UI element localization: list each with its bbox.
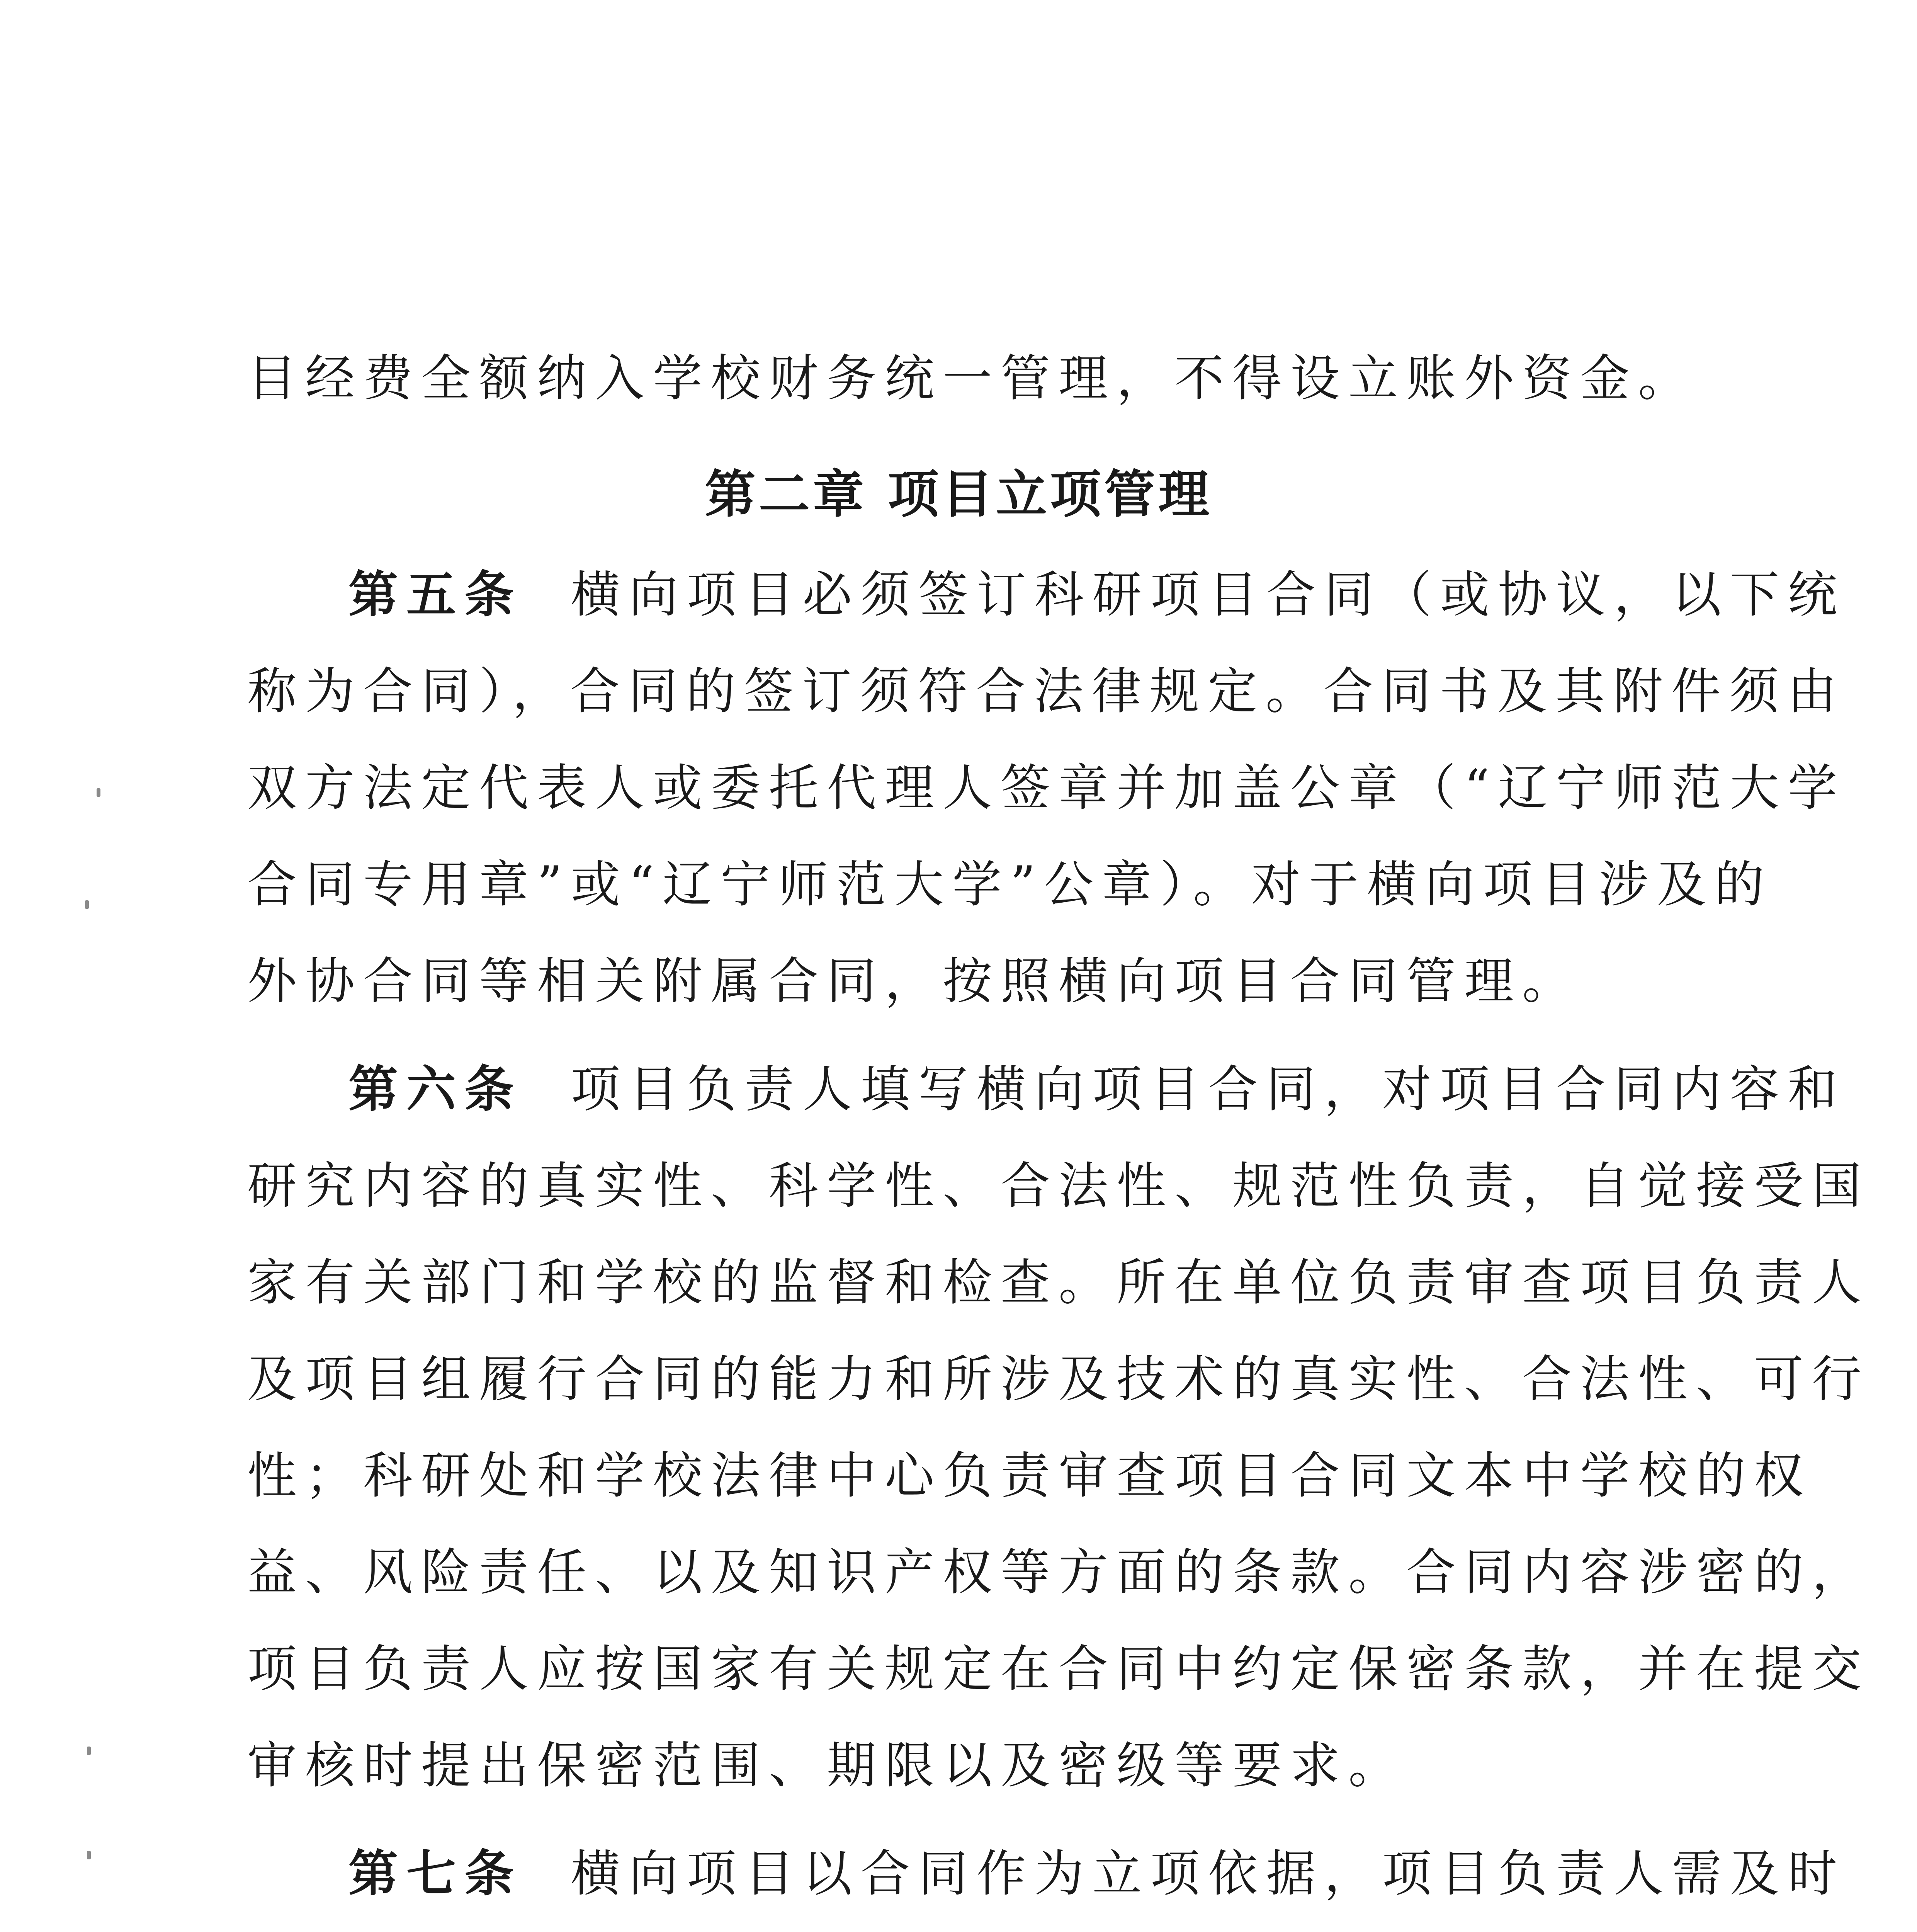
paragraph-line xyxy=(247,1727,1684,1804)
line-text: 审核时提出保密范围、期限以及密级等要求。 xyxy=(247,1737,1407,1794)
article-label: 第五条 xyxy=(348,566,523,624)
paragraph-line xyxy=(247,340,1696,417)
paragraph-line xyxy=(247,1437,1812,1515)
line-text: 及项目组履行合同的能力和所涉及技术的真实性、合法性、可行 xyxy=(247,1350,1870,1408)
paragraph-line xyxy=(247,1148,1870,1225)
line-text: 性；科研处和学校法律中心负责审查项目合同文本中学校的权 xyxy=(247,1447,1812,1505)
article-label: 第七条 xyxy=(348,1845,523,1903)
paragraph-line xyxy=(247,1631,1870,1708)
article-first-line xyxy=(247,556,1846,634)
line-text: 家有关部门和学校的监督和检查。所在单位负责审查项目负责人 xyxy=(247,1254,1870,1311)
line-text: 目经费全额纳入学校财务统一管理，不得设立账外资金。 xyxy=(247,350,1696,407)
article-first-line xyxy=(247,1835,1846,1913)
article-first-line xyxy=(247,1051,1846,1128)
paragraph-line xyxy=(247,1534,1870,1611)
line-text: 项目负责人应按国家有关规定在合同中约定保密条款，并在提交 xyxy=(247,1640,1870,1698)
scan-speck xyxy=(87,1747,91,1755)
paragraph-line xyxy=(247,750,1846,827)
paragraph-line xyxy=(247,846,1773,923)
line-text: 横向项目必须签订科研项目合同（或协议，以下统 xyxy=(571,566,1846,624)
chapter-heading: 第二章 项目立项管理 xyxy=(705,465,1212,524)
scan-speck xyxy=(97,788,100,797)
line-text: 外协合同等相关附属合同，按照横向项目合同管理。 xyxy=(247,952,1581,1010)
scan-speck xyxy=(85,900,89,909)
line-text: 合同专用章”或“辽宁师范大学”公章）。对于横向项目涉及的 xyxy=(247,856,1773,913)
article-label: 第六条 xyxy=(348,1061,523,1118)
line-text: 横向项目以合同作为立项依据，项目负责人需及时 xyxy=(571,1845,1846,1903)
scan-speck xyxy=(87,1851,91,1859)
paragraph-line xyxy=(247,1244,1870,1321)
line-text: 研究内容的真实性、科学性、合法性、规范性负责，自觉接受国 xyxy=(247,1157,1870,1215)
paragraph-line xyxy=(247,1341,1870,1418)
line-text: 项目负责人填写横向项目合同，对项目合同内容和 xyxy=(571,1061,1846,1118)
paragraph-line xyxy=(247,653,1846,730)
line-text: 益、风险责任、以及知识产权等方面的条款。合同内容涉密的， xyxy=(247,1544,1870,1601)
paragraph-line xyxy=(247,943,1684,1020)
line-text: 双方法定代表人或委托代理人签章并加盖公章（“辽宁师范大学 xyxy=(247,759,1846,817)
line-text: 称为合同），合同的签订须符合法律规定。合同书及其附件须由 xyxy=(247,663,1846,720)
